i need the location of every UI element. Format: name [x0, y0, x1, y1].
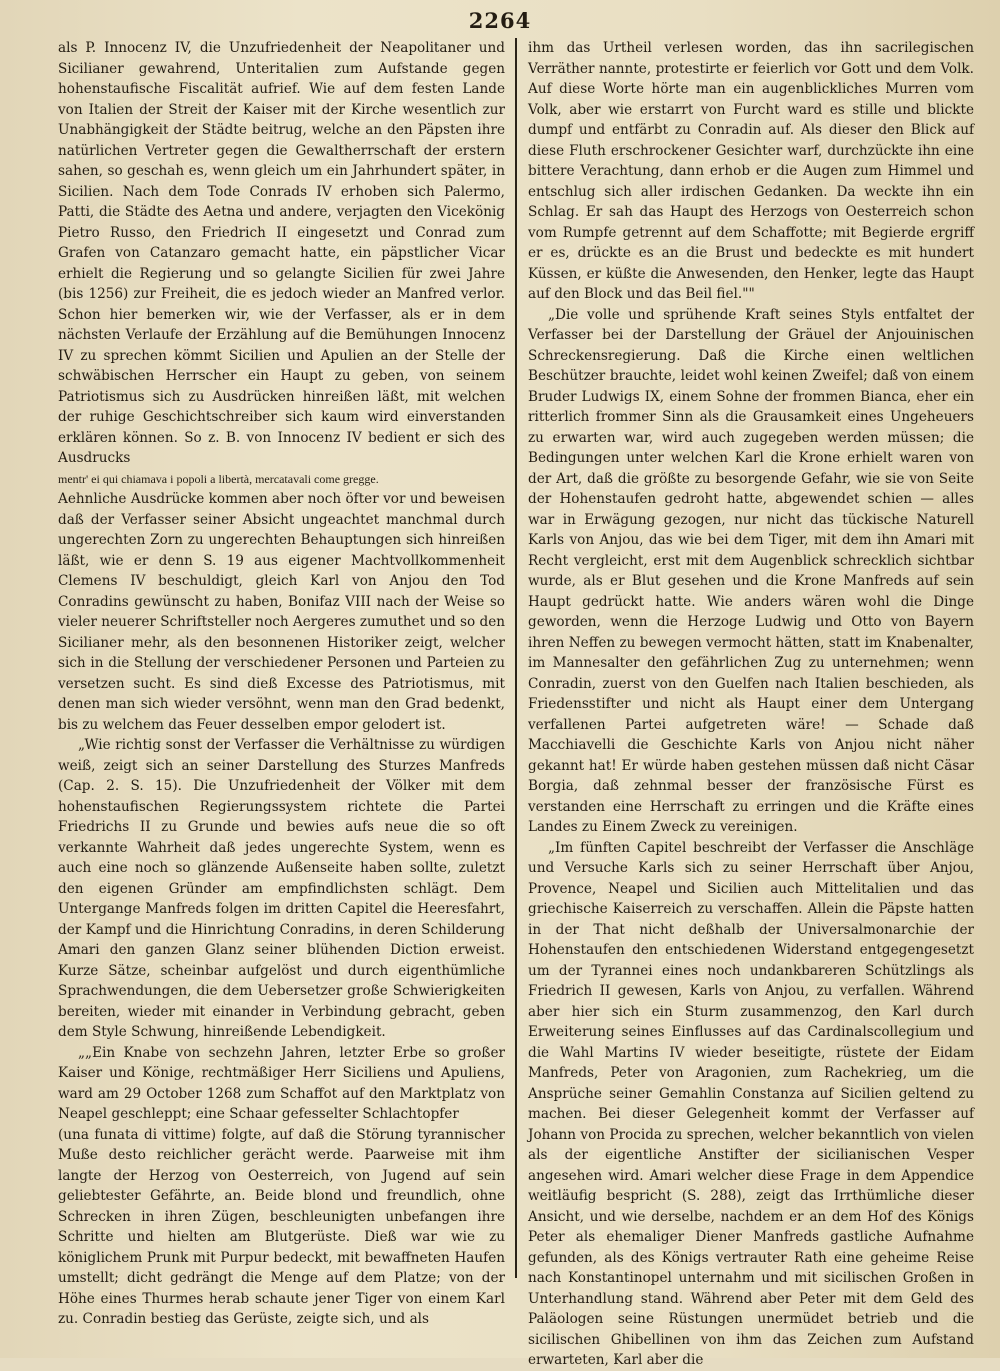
paragraph: „Im fünften Capitel beschreibt der Verfasser die Anschläge und Versuche Karls sich zu seiner Herrschaft über Anjou, Provence, Neapel und Sicilien auch Mittelitalien und das griechische Kaiserreich zu verschaffen. Allein die Päpste hatten in der That nicht deßhalb der Universalmonarchie der Hohenstaufen den entschiedenen Widerstand entgegengesetzt um der Tyrannei eines noch undankbareren Schützlings als Friedrich II gewesen, Karls von Anjou, zu verfallen. Während aber hier sich ein Sturm zusammenzog, den Karl durch Erweiterung seines Einflusses auf das Cardinalscollegium und die Wahl Martins IV wieder beseitigte, rüstete der Eidam Manfreds, Peter von Aragonien, zum Rachekrieg, um die Ansprüche seiner Gemahlin Constanza auf Sicilien geltend zu machen. Bei dieser Gelegenheit kommt der Verfasser auf Johann von Procida zu sprechen, welcher bekanntlich von vielen als der eigentliche Anstifter der sicilianischen Vesper angesehen wird. Amari welcher diese Frage in dem Appendice weitläufig bespricht (S. 288), zeigt das Irrthümliche dieser Ansicht, und wie derselbe, nachdem er an dem Hof des Königs Peter als ehemaliger Diener Manfreds gastliche Aufnahme gefunden, als des Königs vertrauter Rath eine geheime Reise nach Konstantinopel unternahm und mit sicilischen Großen in Unterhandlung stand. Während aber Peter mit dem Geld des Paläologen seine Rüstungen unermüdet betrieb und die sicilischen Ghibellinen von ihm das Zeichen zum Aufstand erwarteten, Karl aber die	[528, 839, 974, 1368]
paragraph: „Wie richtig sonst der Verfasser die Verhältnisse zu würdigen weiß, zeigt sich an seiner Darstellung des Sturzes Manfreds (Cap. 2. S. 15). Die Unzufriedenheit der Völker mit dem hohenstaufischen Regierungssystem richtete die Partei Friedrichs II zu Grunde und bewies aufs neue die so oft verkannte Wahrheit daß jedes ungerechte System, wenn es auch eine noch so glänzende Außenseite haben sollte, zuletzt den eigenen Gründer am empfindlichsten schlägt. Dem Untergange Manfreds folgen im dritten Capitel die Heeresfahrt, der Kampf und die Hinrichtung Conradins, in deren Schilderung Amari den ganzen Glanz seiner blühenden Diction erweist. Kurze Sätze, scheinbar aufgelöst und durch eigenthümliche Sprachwendungen, die dem Uebersetzer große Schwierigkeiten bereiten, wieder mit einander in Verbindung gebracht, geben dem Style Schwung, hinreißende Lebendigkeit.	[58, 737, 505, 1040]
right-column	[528, 38, 974, 1371]
paragraph: Aehnliche Ausdrücke kommen aber noch öfter vor und beweisen daß der Verfasser seiner Absicht ungeachtet manchmal durch ungerechten Zorn zu ungerechten Behauptungen sich hinreißen läßt, wie er denn S. 19 aus eigener Machtvollkommenheit Clemens IV beschuldigt, gleich Karl von Anjou den Tod Conradins gewünscht zu haben, Bonifaz VIII nach der Weise so vieler neuerer Schriftsteller noch Aergeres zumuthet und so den Sicilianer mehr, als den besonnenen Historiker zeigt, welcher sich in die Stellung der verschiedener Personen und Parteien zu versetzen sucht. Es sind dieß Excesse des Patriotismus, mit denen man sich wieder versöhnt, wenn man den Grad bedenkt, bis zu welchem das Feuer desselben empor gelodert ist.	[58, 491, 506, 733]
paragraph: „„Ein Knabe von sechzehn Jahren, letzter Erbe so großer Kaiser und Könige, rechtmäßiger Herr Siciliens und Apuliens, ward am 29 October 1268 zum Schaffot auf den Marktplatz von Neapel geschleppt; eine Schaar gefesselter Schlachtopfer	[58, 1044, 505, 1122]
paragraph: „Die volle und sprühende Kraft seines Styls entfaltet der Verfasser bei der Darstellung der Gräuel der Anjouinischen Schreckensregierung. Daß die Kirche einen weltlichen Beschützer brauchte, leidet wohl keinen Zweifel; daß von einem Bruder Ludwigs IX, einem Sohne der frommen Bianca, eher ein ritterlich frommer Sinn als die Grausamkeit eines Ungeheuers zu erwarten war, wird auch zugegeben werden müssen; die Bedingungen unter welchen Karl die Krone erhielt waren von der Art, daß die größte zu besorgende Gefahr, wie sie von Seite der Hohenstaufen gedroht hatte, abgewendet schien — alles war in Erwägung gezogen, nur nicht das tückische Naturell Karls von Anjou, das wie bei dem Tiger, mit dem ihn Amari mit Recht vergleicht, erst mit dem Augenblick schrecklich sichtbar wurde, als er Blut gesehen und die Krone Manfreds auf sein Haupt gedrückt hatte. Wie anders wären wohl die Dinge geworden, wenn die Herzoge Ludwig und Otto von Bayern ihren Neffen zu bewegen vermocht hätten, statt im Knabenalter, im Mannesalter den gefährlichen Zug zu unternehmen; wenn Conradin, zuerst von den Guelfen nach Italien beschieden, als Friedensstifter und nicht als Haupt einer dem Untergang verfallenen Partei aufgetreten wäre! — Schade daß Macchiavelli die Geschichte Karls von Anjou nicht näher gekannt hat! Er würde haben gestehen müssen daß nicht Cäsar Borgia, daß zehnmal besser der französische Fürst es verstanden eine Herrschaft zu erringen und die Kräfte eines Landes zu Einem Zweck zu vereinigen.	[528, 306, 974, 835]
latin-quote: mentr' ei qui chiamava i popoli a libertà, mercatavali come gregge.	[58, 471, 379, 486]
left-column	[58, 38, 505, 1330]
column-divider	[515, 38, 517, 1278]
paragraph: als P. Innocenz IV, die Unzufriedenheit der Neapolitaner und Sicilianer gewahrend, Unteritalien zum Aufstande gegen hohenstaufische Fiscalität aufrief. Wie auf dem festen Lande von Italien der Streit der Kaiser mit der Kirche wesentlich zur Unabhängigkeit der Städte beitrug, welche an den Päpsten ihre natürlichen Vertreter gegen die Gewaltherrschaft der erstern sahen, so geschah es, wenn gleich um ein Jahrhundert später, in Sicilien. Nach dem Tode Conrads IV erhoben sich Palermo, Patti, die Städte des Aetna und andere, verjagten den Vicekönig Pietro Russo, den Friedrich II eingesetzt und Conrad zum Grafen von Catanzaro gemacht hatte, ein päpstlicher Vicar erhielt die Regierung und so gelangte Sicilien für zwei Jahre (bis 1256) zur Freiheit, die es jedoch wieder an Manfred verlor. Schon hier bemerken wir, wie der Verfasser, als er in dem nächsten Verlaufe der Erzählung auf die Bemühungen Innocenz IV zu sprechen kömmt Sicilien und Apulien an der Stelle der schwäbischen Herrscher ein Haupt zu geben, von seinem Patriotismus sich zu Ausdrücken hinreißen läßt, mit welchen der ruhige Geschichtschreiber sich kaum wird einverstanden erklären können. So z. B. von Innocenz IV bedient er sich des Ausdrucks	[58, 40, 505, 466]
paragraph: ihm das Urtheil verlesen worden, das ihn sacrilegischen Verräther nannte, protestirte er feierlich vor Gott und dem Volk. Auf diese Worte hörte man ein augenblickliches Murren vom Volk, aber wie erstarrt von Furcht ward es stille und blickte dumpf und entfärbt zu Conradin auf. Als dieser den Blick auf diese Fluth erschrockener Gesichter warf, durchzückte ihn eine bittere Verachtung, dann erhob er die Augen zum Himmel und entschlug sich aller irdischen Gedanken. Da weckte ihn ein Schlag. Er sah das Haupt des Herzogs von Oesterreich schon vom Rumpfe getrennt auf dem Schaffotte; mit Begierde ergriff er es, drückte es an die Brust und bedeckte es mit hundert Küssen, er küßte die Anwesenden, den Henker, legte das Haupt auf den Block und das Beil fiel.""	[528, 40, 974, 302]
page-number: 2264	[468, 8, 532, 33]
paragraph: (una funata di vittime) folgte, auf daß die Störung tyrannischer Muße desto reichlicher gerächt werde. Paarweise mit ihm langte der Herzog von Oesterreich, von Jugend auf sein geliebtester Gefährte, an. Beide blond und freundlich, ohne Schrecken in ihren Zügen, beschleunigten unbefangen ihre Schritte und hielten am Blutgerüste. Dieß war wie zu königlichem Prunk mit Purpur bedeckt, mit bewaffneten Haufen umstellt; dicht gedrängt die Menge auf dem Platze; von der Höhe eines Thurmes herab schaute jener Tiger von einem Karl zu. Conradin bestieg das Gerüste, zeigte sich, und als	[58, 1126, 505, 1327]
